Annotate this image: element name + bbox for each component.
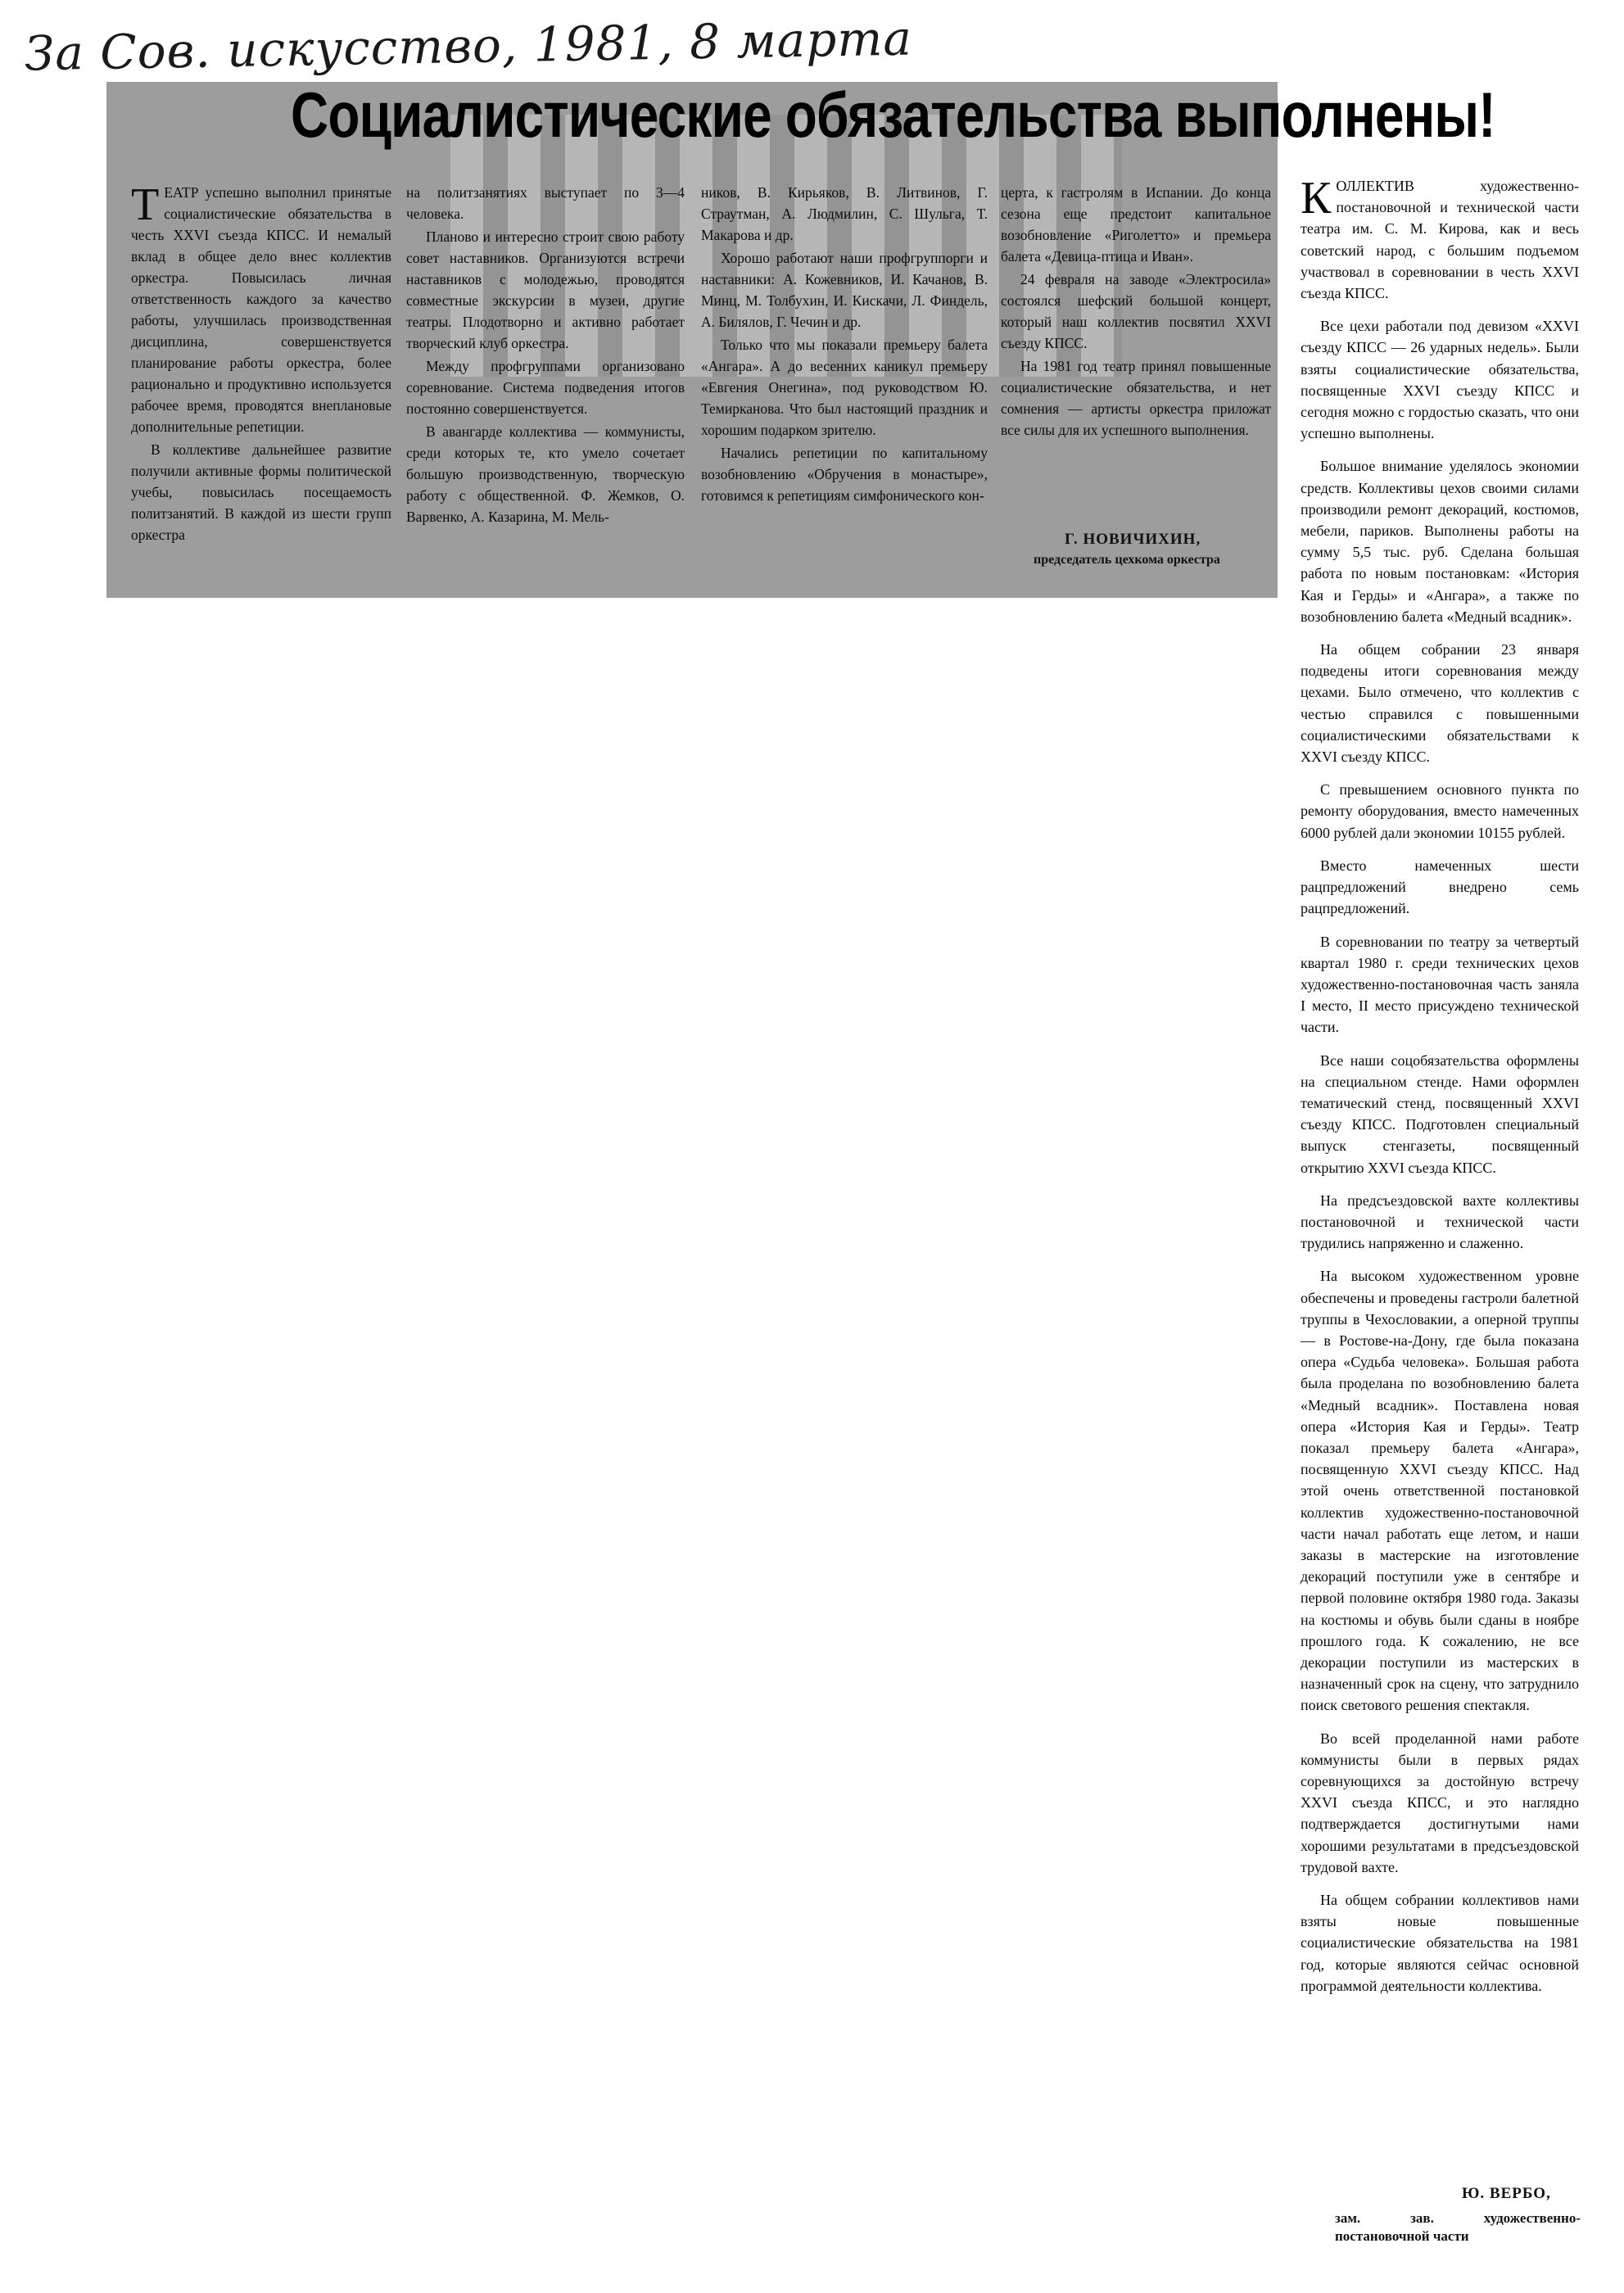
paragraph: Хорошо работают наши профгруппорги и наставники: А. Кожевников, И. Качанов, В. Минц, М. Толбухин, И. Кискачи, Л. Финдель, А. Билялов, Г. Чечин и др. xyxy=(701,250,988,330)
paragraph: Все цехи работали под девизом «XXVI съезду КПСС — 26 ударных недель». Были взяты социалистические обязательства, посвященные XXVI съезду КПСС и сегодня можно с гордостью сказать, что они успешно выполнены. xyxy=(1301,318,1579,442)
article2-author-position: зам. зав. художественно-постановочной части xyxy=(1335,2210,1581,2244)
paragraph: Вместо намеченных шести рацпредложений внедрено семь рацпредложений. xyxy=(1301,857,1579,917)
article2-signature: Ю. ВЕРБО, xyxy=(1462,2185,1551,2202)
handwritten-source-note: За Сов. искусство, 1981, 8 марта xyxy=(24,10,913,82)
paragraph: На предсъездовской вахте коллективы постановочной и технической части трудились напряженно и слаженно. xyxy=(1301,1192,1579,1252)
paragraph: Планово и интересно строит свою работу совет наставников. Организуются встречи наставников с молодежью, проводятся совместные экскурсии в музеи, другие театры. Плодотворно и активно работает творческий клуб оркестра. xyxy=(406,228,685,351)
paragraph: на политзанятиях выступает по 3—4 человека. xyxy=(406,184,685,222)
headline: Социалистические обязательства выполнены! xyxy=(291,79,1495,151)
paragraph: В авангарде коллектива — коммунисты, среди которых те, кто умело сочетает большую производственную, творческую работу с общественной. Ф. Жемков, О. Варвенко, А. Казарина, М. Мель- xyxy=(406,423,685,525)
article1-signature: Г. НОВИЧИХИН, xyxy=(1065,531,1201,548)
dropcap: Т xyxy=(131,182,160,230)
article1-column-4 xyxy=(1001,182,1271,575)
dropcap: К xyxy=(1301,175,1332,224)
paragraph: В коллективе дальнейшее развитие получили активные формы политической учебы, повысилась посещаемость политзанятий. В каждой из шести групп оркестра xyxy=(131,441,391,543)
paragraph: Только что мы показали премьеру балета «Ангара». А до весенних каникул премьеру «Евгения Онегина», под руководством Ю. Темирканова. Что был настоящий праздник и хорошим подарком зрителю. xyxy=(701,337,988,438)
paragraph: На высоком художественном уровне обеспечены и проведены гастроли балетной труппы в Чехословакии, а оперной труппы — в Ростове-на-Дону, где была показана опера «Судьба человека». Большая работа была проделана по возобновлению балета «Медный всадник». Поставлена новая опера «История Кая и Герды». Театр показал премьеру балета «Ангара», посвященную XXVI съезду КПСС. Над этой очень ответственной постановкой коллектив художественно-постановочной части начал работать еще летом, и наши заказы в мастерские на изготовление декораций поступили уже в сентябре и первой половине октября 1980 года. Заказы на костюмы и обувь были сданы в ноябре прошлого года. К сожалению, не все декорации поступили из мастерских в назначенный срок на сцену, что затруднило поиск светового решения спектакля. xyxy=(1301,1268,1579,1714)
paragraph: ЕАТР успешно выполнил принятые социалистические обязательства в честь XXVI съезда КПСС. И немалый вклад в общее дело внес коллектив оркестра. Повысилась личная ответственность каждого за качество работы, улучшилась производственная дисциплина, совершенствуется планирование работы оркестра, более рационально и продуктивно используется рабочее время, проводятся внеплановые дополнительные репетиции. xyxy=(131,184,391,435)
paragraph: С превышением основного пункта по ремонту оборудования, вместо намеченных 6000 рублей дали экономии 10155 рублей. xyxy=(1301,781,1579,841)
article1-column-2 xyxy=(406,182,685,591)
paragraph: Между профгруппами организовано соревнование. Система подведения итогов постоянно совершенствуется. xyxy=(406,358,685,417)
paragraph: ников, В. Кирьяков, В. Литвинов, Г. Страутман, А. Людмилин, С. Шульга, Т. Макарова и др. xyxy=(701,184,988,243)
paragraph: Все наши соцобязательства оформлены на специальном стенде. Нами оформлен тематический стенд, посвященный XXVI съезду КПСС. Подготовлен специальный выпуск стенгазеты, посвященный открытию XXVI съезда КПСС. xyxy=(1301,1052,1579,1176)
paragraph: На общем собрании 23 января подведены итоги соревнования между цехами. Было отмечено, что коллектив с честью справился с повышенными социалистическими обязательствами к XXVI съезду КПСС. xyxy=(1301,641,1579,766)
article1-column-1 xyxy=(131,182,391,591)
paragraph: ОЛЛЕКТИВ художественно-постановочной и технической части театра им. С. М. Кирова, как и весь советский народ, с большим подъемом участвовал в соревновании в честь XXVI съезда КПСС. xyxy=(1301,178,1579,302)
paragraph: На общем собрании коллективов нами взяты новые повышенные социалистические обязательства на 1981 год, которые являются сейчас основной программой деятельности коллектива. xyxy=(1301,1892,1579,1994)
article1-author-position: председатель цехкома оркестра xyxy=(1034,553,1220,567)
article2-column xyxy=(1301,175,1579,2190)
paragraph: церта, к гастролям в Испании. До конца сезона еще предстоит капитальное возобновление «Риголетто» и премьера балета «Девица-птица и Иван». xyxy=(1001,184,1271,265)
paragraph: Большое внимание уделялось экономии средств. Коллективы цехов своими силами производили ремонт декораций, костюмов, мебели, париков. Выполнены работы на сумму 5,5 тыс. руб. Сделана большая работа по новым постановкам: «История Кая и Герды» и «Ангара», а также по возобновлению балета «Медный всадник». xyxy=(1301,458,1579,625)
paragraph: Во всей проделанной нами работе коммунисты были в первых рядах соревнующихся за достойную встречу XXVI съезда КПСС, и это наглядно подтверждается достигнутыми нами хорошими результатами в предсъездовской трудовой вахте. xyxy=(1301,1730,1579,1875)
paragraph: Начались репетиции по капитальному возобновлению «Обручения в монастыре», готовимся к репетициям симфонического кон- xyxy=(701,445,988,504)
article1-column-3 xyxy=(701,182,988,591)
paragraph: В соревновании по театру за четвертый квартал 1980 г. среди технических цехов художественно-постановочная часть заняла I место, II место присуждено технической части. xyxy=(1301,933,1579,1036)
paragraph: 24 февраля на заводе «Электросила» состоялся шефский большой концерт, который наш коллектив посвятил XXVI съезду КПСС. xyxy=(1001,271,1271,351)
paragraph: На 1981 год театр принял повышенные социалистические обязательства, и нет сомнения — артисты оркестра приложат все силы для их успешного выполнения. xyxy=(1001,358,1271,438)
